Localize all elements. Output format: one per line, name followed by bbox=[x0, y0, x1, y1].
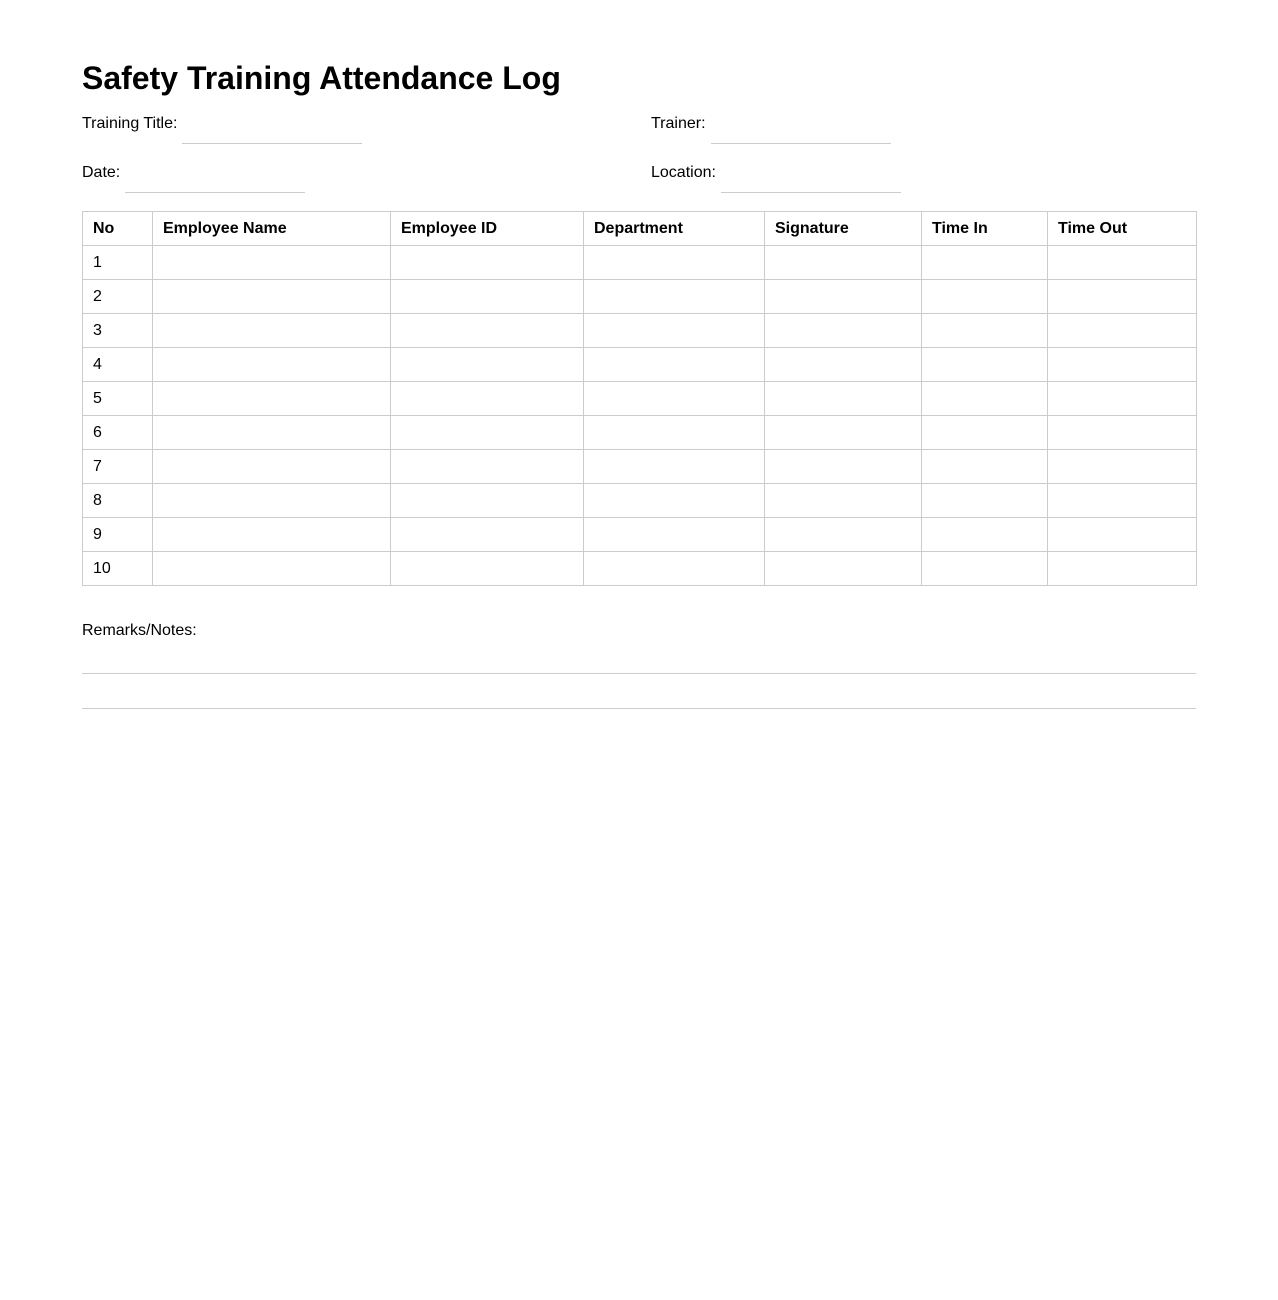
cell-no: 3 bbox=[83, 314, 153, 348]
cell-no: 4 bbox=[83, 348, 153, 382]
cell-department[interactable] bbox=[584, 246, 765, 280]
cell-no: 6 bbox=[83, 416, 153, 450]
cell-employee-name[interactable] bbox=[153, 484, 391, 518]
header-employee-name: Employee Name bbox=[153, 212, 391, 246]
cell-employee-id[interactable] bbox=[391, 280, 584, 314]
cell-no: 10 bbox=[83, 552, 153, 586]
cell-employee-name[interactable] bbox=[153, 552, 391, 586]
cell-department[interactable] bbox=[584, 416, 765, 450]
cell-time-in[interactable] bbox=[922, 382, 1048, 416]
table-header-row bbox=[83, 212, 1197, 246]
cell-time-in[interactable] bbox=[922, 450, 1048, 484]
remarks-label: Remarks/Notes: bbox=[82, 622, 197, 639]
date-field bbox=[82, 163, 305, 183]
cell-department[interactable] bbox=[584, 348, 765, 382]
attendance-table bbox=[82, 211, 1197, 586]
training-title-blank[interactable] bbox=[182, 119, 362, 144]
attendance-table-body bbox=[83, 246, 1197, 586]
table-row bbox=[83, 348, 1197, 382]
cell-department[interactable] bbox=[584, 552, 765, 586]
cell-employee-id[interactable] bbox=[391, 552, 584, 586]
table-row bbox=[83, 280, 1197, 314]
cell-employee-name[interactable] bbox=[153, 246, 391, 280]
cell-employee-name[interactable] bbox=[153, 382, 391, 416]
cell-employee-id[interactable] bbox=[391, 416, 584, 450]
cell-time-in[interactable] bbox=[922, 416, 1048, 450]
cell-department[interactable] bbox=[584, 280, 765, 314]
table-row bbox=[83, 450, 1197, 484]
date-blank[interactable] bbox=[125, 168, 305, 193]
cell-signature[interactable] bbox=[765, 382, 922, 416]
cell-time-in[interactable] bbox=[922, 348, 1048, 382]
table-row bbox=[83, 518, 1197, 552]
cell-signature[interactable] bbox=[765, 518, 922, 552]
location-blank[interactable] bbox=[721, 168, 901, 193]
header-no: No bbox=[83, 212, 153, 246]
cell-signature[interactable] bbox=[765, 416, 922, 450]
table-row bbox=[83, 382, 1197, 416]
date-label: Date: bbox=[82, 164, 121, 181]
cell-employee-name[interactable] bbox=[153, 314, 391, 348]
cell-time-out[interactable] bbox=[1048, 348, 1197, 382]
cell-time-out[interactable] bbox=[1048, 416, 1197, 450]
cell-time-out[interactable] bbox=[1048, 450, 1197, 484]
cell-time-out[interactable] bbox=[1048, 552, 1197, 586]
cell-time-out[interactable] bbox=[1048, 280, 1197, 314]
trainer-field bbox=[651, 114, 891, 134]
cell-signature[interactable] bbox=[765, 484, 922, 518]
cell-time-out[interactable] bbox=[1048, 518, 1197, 552]
remarks-line[interactable] bbox=[82, 708, 1196, 709]
cell-department[interactable] bbox=[584, 382, 765, 416]
page-title: Safety Training Attendance Log bbox=[82, 60, 561, 96]
cell-department[interactable] bbox=[584, 518, 765, 552]
cell-time-out[interactable] bbox=[1048, 484, 1197, 518]
cell-time-in[interactable] bbox=[922, 518, 1048, 552]
cell-no: 7 bbox=[83, 450, 153, 484]
cell-employee-name[interactable] bbox=[153, 348, 391, 382]
cell-employee-id[interactable] bbox=[391, 314, 584, 348]
cell-signature[interactable] bbox=[765, 280, 922, 314]
cell-employee-id[interactable] bbox=[391, 484, 584, 518]
header-signature: Signature bbox=[765, 212, 922, 246]
cell-time-in[interactable] bbox=[922, 552, 1048, 586]
location-field bbox=[651, 163, 901, 183]
cell-time-out[interactable] bbox=[1048, 382, 1197, 416]
header-employee-id: Employee ID bbox=[391, 212, 584, 246]
cell-no: 8 bbox=[83, 484, 153, 518]
header-department: Department bbox=[584, 212, 765, 246]
cell-no: 2 bbox=[83, 280, 153, 314]
remarks-line[interactable] bbox=[82, 673, 1196, 674]
cell-employee-id[interactable] bbox=[391, 382, 584, 416]
cell-employee-name[interactable] bbox=[153, 518, 391, 552]
header-time-in: Time In bbox=[922, 212, 1048, 246]
cell-time-in[interactable] bbox=[922, 484, 1048, 518]
cell-signature[interactable] bbox=[765, 552, 922, 586]
cell-employee-id[interactable] bbox=[391, 246, 584, 280]
cell-employee-name[interactable] bbox=[153, 280, 391, 314]
table-row bbox=[83, 484, 1197, 518]
table-row bbox=[83, 416, 1197, 450]
training-title-field bbox=[82, 114, 362, 134]
cell-department[interactable] bbox=[584, 484, 765, 518]
trainer-blank[interactable] bbox=[711, 119, 891, 144]
cell-time-out[interactable] bbox=[1048, 246, 1197, 280]
table-row bbox=[83, 552, 1197, 586]
training-title-label: Training Title: bbox=[82, 115, 178, 132]
cell-employee-id[interactable] bbox=[391, 450, 584, 484]
table-row bbox=[83, 314, 1197, 348]
cell-employee-id[interactable] bbox=[391, 348, 584, 382]
cell-time-out[interactable] bbox=[1048, 314, 1197, 348]
cell-employee-name[interactable] bbox=[153, 416, 391, 450]
header-time-out: Time Out bbox=[1048, 212, 1197, 246]
cell-no: 5 bbox=[83, 382, 153, 416]
cell-time-in[interactable] bbox=[922, 314, 1048, 348]
trainer-label: Trainer: bbox=[651, 115, 706, 132]
cell-signature[interactable] bbox=[765, 450, 922, 484]
location-label: Location: bbox=[651, 164, 716, 181]
cell-signature[interactable] bbox=[765, 314, 922, 348]
cell-no: 1 bbox=[83, 246, 153, 280]
cell-employee-id[interactable] bbox=[391, 518, 584, 552]
cell-department[interactable] bbox=[584, 450, 765, 484]
table-row bbox=[83, 246, 1197, 280]
cell-signature[interactable] bbox=[765, 246, 922, 280]
cell-time-in[interactable] bbox=[922, 246, 1048, 280]
cell-department[interactable] bbox=[584, 314, 765, 348]
cell-time-in[interactable] bbox=[922, 280, 1048, 314]
cell-no: 9 bbox=[83, 518, 153, 552]
cell-employee-name[interactable] bbox=[153, 450, 391, 484]
cell-signature[interactable] bbox=[765, 348, 922, 382]
